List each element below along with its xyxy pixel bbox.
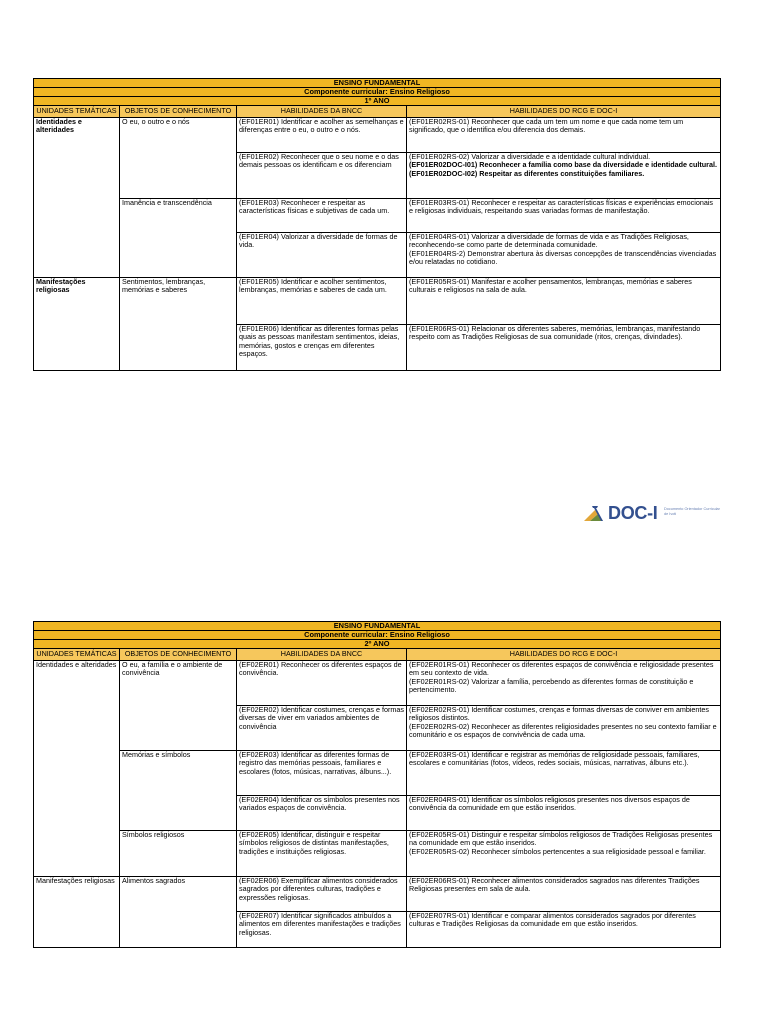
rcg-skill-line: (EF01ER04RS-01) Valorizar a diversidade de formas de vida e as Tradições Religiosas, reconhecendo-se como parte de determinada comunidade. — [409, 232, 689, 250]
column-header: UNIDADES TEMÁTICAS — [34, 106, 120, 118]
objeto-conhecimento-cell: Imanência e transcendência — [120, 198, 237, 277]
rcg-skill-line: (EF02ER02RS-02) Reconhecer as diferentes religiosidades presentes no seu contexto familiar e comunitário e os espaços de convivência de cada uma. — [409, 721, 717, 740]
unidade-tematica-cell: Manifestações religiosas — [34, 277, 120, 370]
rcg-skill-line: (EF02ER02RS-01) Identificar costumes, crenças e formas diversas de conviver em ambientes religiosos distintos. — [409, 705, 710, 723]
objeto-conhecimento-cell: Memórias e símbolos — [120, 750, 237, 830]
habilidade-bncc-cell: (EF01ER02) Reconhecer que o seu nome e o das demais pessoas os identificam e os diferenciam — [237, 152, 407, 198]
table-subtitle: Componente curricular: Ensino Religioso — [34, 631, 721, 640]
habilidade-bncc-cell: (EF02ER06) Exemplificar alimentos considerados sagrados por diferentes culturas, tradições e expressões religiosas. — [237, 876, 407, 911]
habilidade-rcg-cell: (EF02ER03RS-01) Identificar e registrar as memórias de religiosidade pessoais, familiares, escolares e comunitárias (fotos, vídeos, redes sociais, músicas, narrativas, álbuns etc.). — [407, 750, 721, 795]
column-header: UNIDADES TEMÁTICAS — [34, 649, 120, 661]
habilidade-rcg-cell: (EF02ER04RS-01) Identificar os símbolos religiosos presentes nos diversos espaços de convivência da comunidade em que estão inseridos. — [407, 795, 721, 830]
habilidade-bncc-cell: (EF01ER01) Identificar e acolher as semelhanças e diferenças entre o eu, o outro e o nós. — [237, 117, 407, 152]
habilidade-rcg-cell: (EF02ER06RS-01) Reconhecer alimentos considerados sagrados nas diferentes Tradições Religiosas presentes em sala de aula. — [407, 876, 721, 911]
objeto-conhecimento-cell: Alimentos sagrados — [120, 876, 237, 947]
habilidade-bncc-cell: (EF02ER05) Identificar, distinguir e respeitar símbolos religiosos de distintas manifestações, tradições e instituições religiosas. — [237, 830, 407, 876]
doc-i-logo — [583, 502, 723, 524]
habilidade-bncc-cell: (EF01ER06) Identificar as diferentes formas pelas quais as pessoas manifestam sentimentos, ideias, memórias, gostos e crenças em diferentes espaços. — [237, 324, 407, 370]
objeto-conhecimento-cell: Símbolos religiosos — [120, 830, 237, 876]
column-header: HABILIDADES DA BNCC — [237, 649, 407, 661]
column-header: HABILIDADES DO RCG E DOC-I — [407, 106, 721, 118]
curriculum-table-1-ano — [33, 78, 721, 371]
logo-title: DOC-I — [608, 503, 658, 523]
habilidade-rcg-cell — [407, 232, 721, 277]
doc-i-logo-icon — [583, 502, 607, 524]
column-header: OBJETOS DE CONHECIMENTO — [120, 649, 237, 661]
habilidade-rcg-cell: (EF01ER02RS-01) Reconhecer que cada um tem um nome e que cada nome tem um significado, que o identifica e/ou diferencia dos demais. — [407, 117, 721, 152]
habilidade-bncc-cell: (EF02ER07) Identificar significados atribuídos a alimentos em diferentes manifestações e tradições religiosas. — [237, 911, 407, 947]
objeto-conhecimento-cell: O eu, a família e o ambiente de convivência — [120, 660, 237, 750]
rcg-skill-line: (EF01ER02RS-02) Valorizar a diversidade e a identidade cultural individual. — [409, 152, 651, 161]
column-header: HABILIDADES DO RCG E DOC-I — [407, 649, 721, 661]
habilidade-bncc-cell: (EF01ER05) Identificar e acolher sentimentos, lembranças, memórias e saberes de cada um. — [237, 277, 407, 324]
objeto-conhecimento-cell: Sentimentos, lembranças, memórias e saberes — [120, 277, 237, 370]
table-title: ENSINO FUNDAMENTAL — [34, 622, 721, 631]
year-label: 2º ANO — [34, 640, 721, 649]
habilidade-rcg-cell: (EF01ER05RS-01) Manifestar e acolher pensamentos, lembranças, memórias e saberes culturais e religiosos na sala de aula. — [407, 277, 721, 324]
column-header: OBJETOS DE CONHECIMENTO — [120, 106, 237, 118]
rcg-skill-line: (EF02ER05RS-02) Reconhecer símbolos pertencentes a sua religiosidade pessoal e familiar. — [409, 846, 706, 856]
rcg-skill-line: (EF01ER04RS-2) Demonstrar abertura às diversas concepções de transcendências vivenciadas e/ou relatadas no cotidiano. — [409, 248, 717, 267]
logo-subtitle: Documento Orientador Curricular de Ivoti — [664, 507, 720, 516]
unidade-tematica-cell: Manifestações religiosas — [34, 876, 120, 947]
habilidade-rcg-cell: (EF01ER06RS-01) Relacionar os diferentes saberes, memórias, lembranças, manifestando respeito com as Tradições Religiosas de sua comunidade (ritos, crenças, divindades). — [407, 324, 721, 370]
habilidade-bncc-cell: (EF02ER04) Identificar os símbolos presentes nos variados espaços de convivência. — [237, 795, 407, 830]
habilidade-bncc-cell: (EF02ER02) Identificar costumes, crenças e formas diversas de viver em variados ambientes de convivência — [237, 705, 407, 750]
habilidade-bncc-cell: (EF02ER01) Reconhecer os diferentes espaços de convivência. — [237, 660, 407, 705]
doc-i-skill-line: (EF01ER02DOC-I01) Reconhecer a família como base da diversidade e identidade cultural. — [409, 160, 717, 170]
habilidade-rcg-cell: (EF01ER03RS-01) Reconhecer e respeitar as características físicas e experiências emocionais e religiosas individuais, respeitando suas variadas formas de manifestação. — [407, 198, 721, 232]
table-title: ENSINO FUNDAMENTAL — [34, 79, 721, 88]
habilidade-bncc-cell: (EF02ER03) Identificar as diferentes formas de registro das memórias pessoais, familiares e escolares (fotos, músicas, narrativas, álbuns...). — [237, 750, 407, 795]
habilidade-rcg-cell — [407, 660, 721, 705]
habilidade-bncc-cell: (EF01ER03) Reconhecer e respeitar as características físicas e subjetivas de cada um. — [237, 198, 407, 232]
habilidade-bncc-cell: (EF01ER04) Valorizar a diversidade de formas de vida. — [237, 232, 407, 277]
rcg-skill-line: (EF02ER05RS-01) Distinguir e respeitar símbolos religiosos de Tradições Religiosas presentes na comunidade em que estão inseridos. — [409, 830, 713, 848]
habilidade-rcg-cell — [407, 830, 721, 876]
habilidade-rcg-cell — [407, 152, 721, 198]
rcg-skill-line: (EF02ER01RS-01) Reconhecer os diferentes espaços de convivência e religiosidade presentes em seu contexto de vida. — [409, 660, 714, 678]
habilidade-rcg-cell — [407, 705, 721, 750]
unidade-tematica-cell: Identidades e alteridades — [34, 117, 120, 277]
doc-i-skill-line: (EF01ER02DOC-I02) Respeitar as diferentes constituições familiares. — [409, 168, 645, 178]
rcg-skill-line: (EF02ER01RS-02) Valorizar a família, percebendo as diferentes formas de constituição e pertencimento. — [409, 676, 694, 695]
unidade-tematica-cell: Identidades e alteridades — [34, 660, 120, 876]
habilidade-rcg-cell: (EF02ER07RS-01) Identificar e comparar alimentos considerados sagrados por diferentes culturas e Tradições Religiosas da comunidade em que estão inseridos. — [407, 911, 721, 947]
table-subtitle: Componente curricular: Ensino Religioso — [34, 88, 721, 97]
objeto-conhecimento-cell: O eu, o outro e o nós — [120, 117, 237, 198]
curriculum-table-2-ano — [33, 621, 721, 948]
year-label: 1º ANO — [34, 97, 721, 106]
column-header: HABILIDADES DA BNCC — [237, 106, 407, 118]
